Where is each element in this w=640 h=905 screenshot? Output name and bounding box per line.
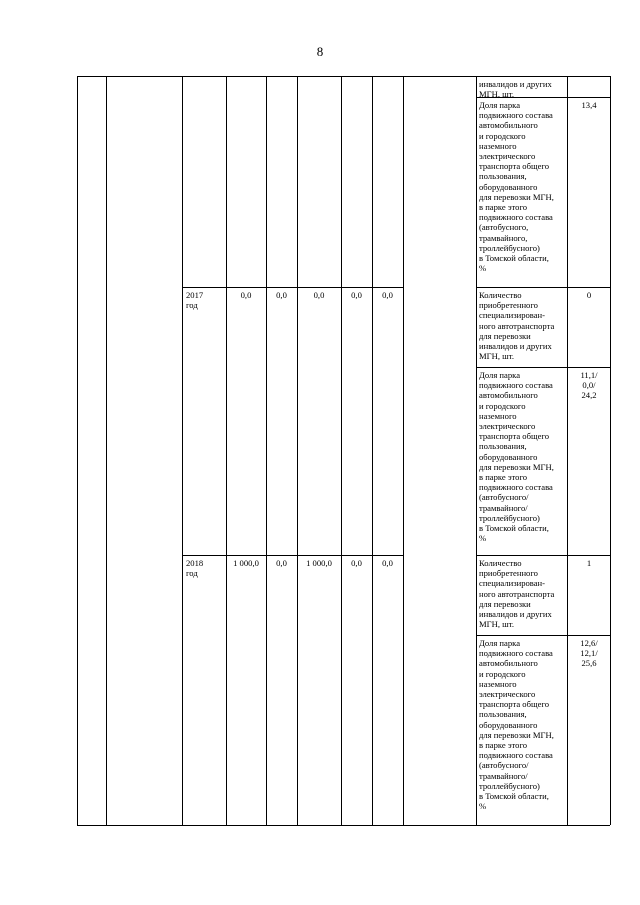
amount-cell: 0,0 xyxy=(276,558,287,568)
col-divider-9 xyxy=(476,76,477,825)
amount-cell: 1 000,0 xyxy=(306,558,332,568)
amount-cell: 0,0 xyxy=(240,290,252,300)
indicator-value: 1 xyxy=(586,558,592,568)
col-divider-5 xyxy=(297,76,298,825)
row-divider-indicator-3 xyxy=(476,367,610,368)
indicator-text: Количество приобретенного специализирован- ного автотранспорта для перевозки инвалидов и других МГН, шт. xyxy=(479,558,555,630)
indicator-text: Доля парка подвижного состава автомобильного и городского наземного электрического транспорта общего пользования, оборудованного для перевозки МГН, в парке этого подвижного состава (автобусного/ трамвайного/ троллейбусного) в Томской области, % xyxy=(479,638,554,812)
col-divider-1 xyxy=(106,76,107,825)
col-divider-6 xyxy=(341,76,342,825)
row-divider-2017-indicator xyxy=(476,287,610,288)
amount-cell: 1 000,0 xyxy=(233,558,259,568)
col-divider-8 xyxy=(403,76,404,825)
table-bottom-border xyxy=(77,825,610,826)
amount-cell: 0,0 xyxy=(313,290,325,300)
col-divider-2 xyxy=(182,76,183,825)
indicator-text: Доля парка подвижного состава автомобильного и городского наземного электрического транспорта общего пользования, оборудованного для перевозки МГН, в парке этого подвижного состава (автобусного/ трамвайного/ троллейбусного) в Томской области, % xyxy=(479,370,554,544)
indicator-value: 0 xyxy=(586,290,592,300)
year-cell: 2018 год xyxy=(186,558,204,579)
col-divider-10 xyxy=(567,76,568,825)
amount-cell: 0,0 xyxy=(382,558,393,568)
table-right-border xyxy=(610,76,611,825)
indicator-value: 12,6/ 12,1/ 25,6 xyxy=(580,638,598,669)
amount-cell: 0,0 xyxy=(276,290,287,300)
page-number: 8 xyxy=(316,44,324,59)
col-divider-3 xyxy=(226,76,227,825)
amount-cell: 0,0 xyxy=(351,290,362,300)
amount-cell: 0,0 xyxy=(382,290,393,300)
table-left-border xyxy=(77,76,78,825)
amount-cell: 0,0 xyxy=(351,558,362,568)
row-divider-indicator-5 xyxy=(476,635,610,636)
row-divider-2018-indicator xyxy=(476,555,610,556)
year-cell: 2017 год xyxy=(186,290,204,311)
indicator-text: инвалидов и других МГН, шт. xyxy=(479,79,552,100)
col-divider-7 xyxy=(372,76,373,825)
row-divider-2017 xyxy=(182,287,403,288)
indicator-text: Количество приобретенного специализирован- ного автотранспорта для перевозки инвалидов и других МГН, шт. xyxy=(479,290,555,362)
indicator-value: 11,1/ 0,0/ 24,2 xyxy=(580,370,598,401)
col-divider-4 xyxy=(266,76,267,825)
table-top-border xyxy=(77,76,610,77)
indicator-value: 13,4 xyxy=(581,100,597,110)
indicator-text: Доля парка подвижного состава автомобильного и городского наземного электрического транспорта общего пользования, оборудованного для перевозки МГН, в парке этого подвижного состава (автобусного, трамвайного, троллейбусного) в Томской области, % xyxy=(479,100,554,274)
row-divider-2018 xyxy=(182,555,403,556)
